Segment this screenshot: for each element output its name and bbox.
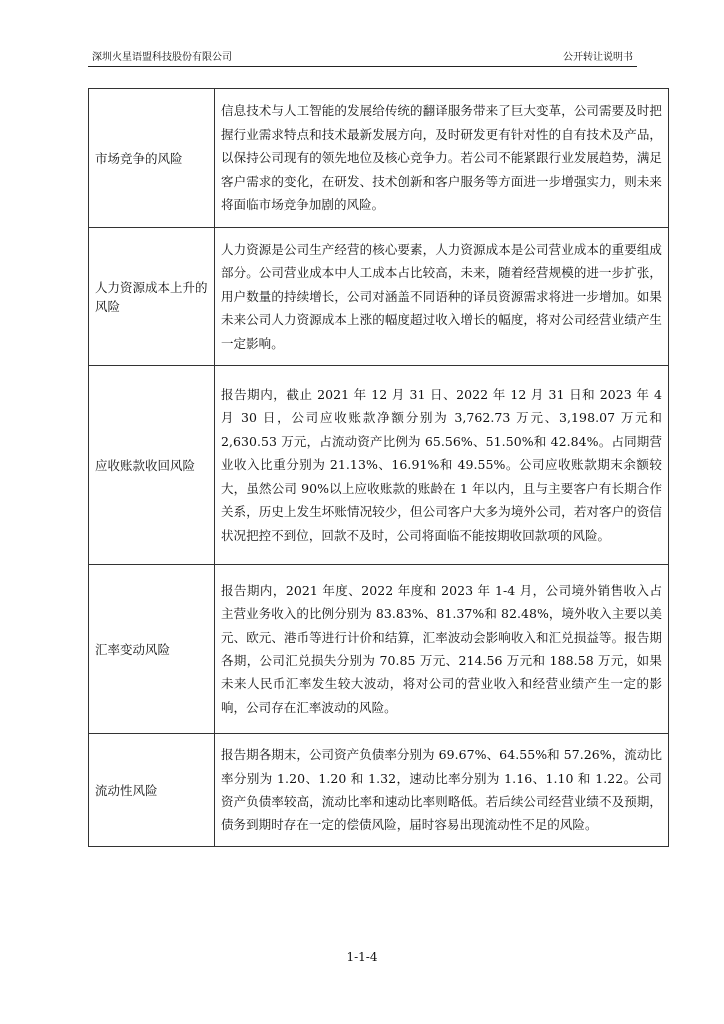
risk-name: 市场竞争的风险 xyxy=(89,89,215,228)
risk-name: 人力资源成本上升的风险 xyxy=(89,228,215,366)
risk-description: 报告期内，截止 2021 年 12 月 31 日、2022 年 12 月 31 日和 2023 年 4 月 30 日，公司应收账款净额分别为 3,762.73 万元、3,198.07 万元和 2,630.53 万元，占流动资产比例为 65.56%、51.50%和 42.84%。占同期营业收入比重分别为 21.13%、16.91%和 49.55%。公司应收账款期末余额较大，虽然公司 90%以上应收账款的账龄在 1 年以内，且与主要客户有长期合作关系，历史上发生坏账情况较少，但公司客户大多为境外公司，若对客户的资信状况把控不到位，回款不及时，公司将面临不能按期收回款项的风险。 xyxy=(215,366,669,565)
risk-description: 信息技术与人工智能的发展给传统的翻译服务带来了巨大变革，公司需要及时把握行业需求特点和技术最新发展方向，及时研发更有针对性的自有技术及产品，以保持公司现有的领先地位及核心竞争力。若公司不能紧跟行业发展趋势，满足客户需求的变化，在研发、技术创新和客户服务等方面进一步增强实力，则未来将面临市场竞争加剧的风险。 xyxy=(215,89,669,228)
document-title: 公开转让说明书 xyxy=(563,52,633,63)
risk-name: 流动性风险 xyxy=(89,734,215,847)
table-row xyxy=(89,366,669,565)
risk-name: 应收账款收回风险 xyxy=(89,366,215,565)
company-name: 深圳火星语盟科技股份有限公司 xyxy=(92,52,232,63)
page-header xyxy=(88,52,637,67)
table-row xyxy=(89,734,669,847)
risk-description: 报告期内，2021 年度、2022 年度和 2023 年 1-4 月，公司境外销售收入占主营业务收入的比例分别为 83.83%、81.37%和 82.48%，境外收入主要以美元、欧元、港币等进行计价和结算，汇率波动会影响收入和汇兑损益等。报告期各期，公司汇兑损失分别为 70.85 万元、214.56 万元和 188.58 万元，如果未来人民币汇率发生较大波动，将对公司的营业收入和经营业绩产生一定的影响，公司存在汇率波动的风险。 xyxy=(215,565,669,734)
page-number: 1-1-4 xyxy=(346,950,378,964)
risk-name: 汇率变动风险 xyxy=(89,565,215,734)
risk-description: 报告期各期末，公司资产负债率分别为 69.67%、64.55%和 57.26%，流动比率分别为 1.20、1.20 和 1.32，速动比率分别为 1.16、1.10 和 1.22。公司资产负债率较高，流动比率和速动比率则略低。若后续公司经营业绩不及预期，债务到期时存在一定的偿债风险，届时容易出现流动性不足的风险。 xyxy=(215,734,669,847)
risk-table xyxy=(88,88,669,847)
table-row xyxy=(89,89,669,228)
table-row xyxy=(89,565,669,734)
risk-description: 人力资源是公司生产经营的核心要素，人力资源成本是公司营业成本的重要组成部分。公司营业成本中人工成本占比较高，未来，随着经营规模的进一步扩张，用户数量的持续增长，公司对涵盖不同语种的译员资源需求将进一步增加。如果未来公司人力资源成本上涨的幅度超过收入增长的幅度，将对公司经营业绩产生一定影响。 xyxy=(215,228,669,366)
table-row xyxy=(89,228,669,366)
